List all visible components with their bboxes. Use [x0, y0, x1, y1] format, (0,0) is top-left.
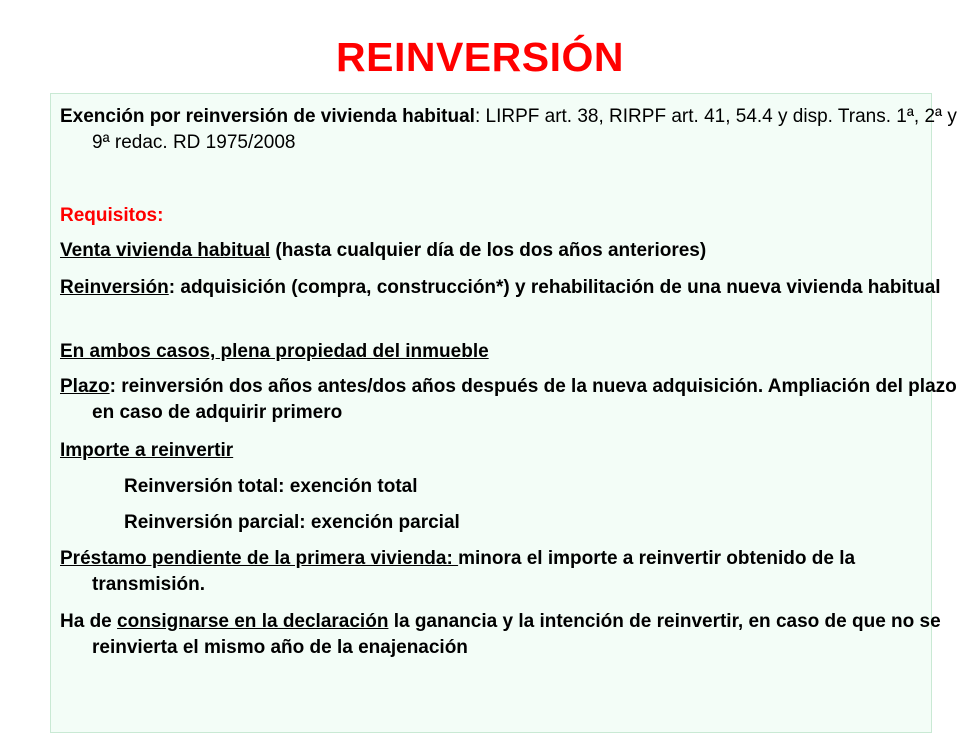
consignar-pre: Ha de	[60, 611, 118, 632]
venta-lead: Venta vivienda habitual	[60, 240, 271, 261]
reinversion-rest: : adquisición (compra, construcción*) y rehabilitación de una nueva vivienda habitual	[168, 277, 941, 298]
importe-paragraph: Importe a reinvertir	[60, 440, 234, 461]
plazo-paragraph	[60, 374, 960, 426]
venta-rest: (hasta cualquier día de los dos años anteriores)	[270, 240, 707, 261]
consignar-underlined: consignarse en la declaración	[117, 611, 389, 632]
ambos-paragraph: En ambos casos, plena propiedad del inmueble	[60, 341, 489, 362]
plazo-lead: Plazo	[60, 376, 110, 397]
plazo-rest: : reinversión dos años antes/dos años después de la nueva adquisición. Ampliación del plazo en caso de adquirir primero	[92, 376, 957, 423]
slide-title: REINVERSIÓN	[336, 34, 624, 80]
parcial-paragraph: Reinversión parcial: exención parcial	[124, 512, 460, 533]
consignar-paragraph	[60, 609, 960, 661]
reinversion-paragraph	[60, 275, 960, 301]
prestamo-paragraph	[60, 546, 960, 598]
intro-rest: : LIRPF art. 38, RIRPF art. 41, 54.4 y disp. Trans. 1ª, 2ª y 9ª redac. RD 1975/2008	[92, 106, 957, 153]
requisitos-label: Requisitos:	[60, 205, 164, 226]
consignar-rest: la ganancia y la intención de reinvertir, en caso de que no se reinvierta el mismo año de la enajenación	[92, 611, 941, 658]
intro-paragraph	[60, 104, 960, 156]
prestamo-rest: minora el importe a reinvertir obtenido de la transmisión.	[92, 548, 856, 595]
prestamo-lead: Préstamo pendiente de la primera vivienda:	[60, 548, 459, 569]
venta-paragraph	[60, 238, 960, 264]
intro-lead: Exención por reinversión de vivienda habitual	[60, 106, 475, 127]
total-paragraph: Reinversión total: exención total	[124, 476, 418, 497]
reinversion-lead: Reinversión	[60, 277, 169, 298]
